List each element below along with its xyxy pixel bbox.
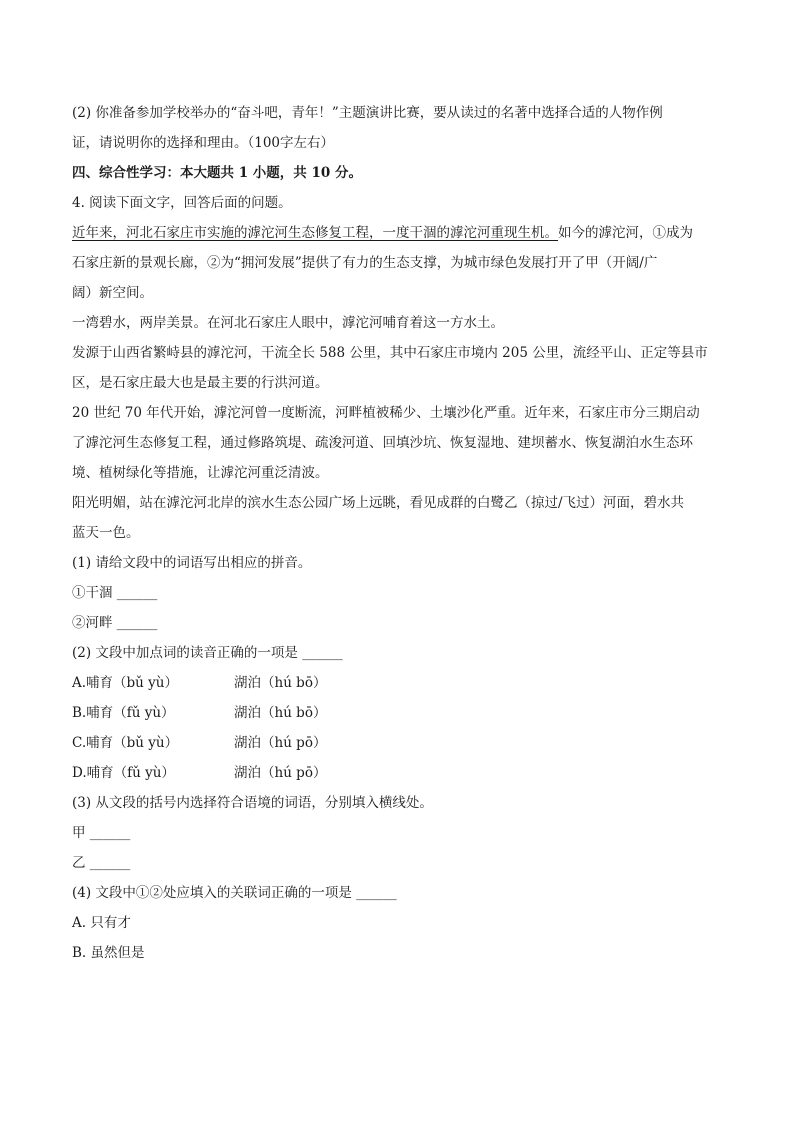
passage-text: 区，是石家庄最大也是最主要的行洪河道。 [72, 375, 329, 391]
passage-paragraph [72, 218, 722, 248]
choice-option-a [72, 668, 722, 698]
choice-option-a: A. 只有才 [72, 915, 131, 931]
passage-text: 石家庄新的景观长廊，②为“拥河发展”提供了有力的生态支撑，为城市绿色发展打开了甲（开阔/广 [72, 255, 658, 271]
option-word-1: A.哺育（bǔ yù） [72, 675, 178, 691]
question-intro: 4. 阅读下面文字，回答后面的问题。 [72, 195, 292, 211]
underlined-sentence: 近年来，河北石家庄市实施的滹沱河生态修复工程，一度干涸的滹沱河重现生机。 [72, 225, 558, 241]
answer-blank-item: 乙 ______ [72, 855, 131, 871]
section-heading: 四、综合性学习：本大题共 1 小题，共 10 分。 [72, 165, 362, 181]
choice-option-b: B. 虽然但是 [72, 945, 145, 961]
passage-text: 蓝天一色。 [72, 525, 140, 541]
passage-text: 境、植树绿化等措施，让滹沱河重泛清波。 [72, 465, 329, 481]
question-text: 证，请说明你的选择和理由。（100字左右） [72, 135, 335, 151]
option-word-2: 湖泊（hú bō） [234, 705, 327, 721]
option-word-2: 湖泊（hú pō） [234, 735, 327, 751]
subquestion-prompt: (3) 从文段的括号内选择符合语境的词语，分别填入横线处。 [72, 795, 433, 811]
answer-blank-item: 甲 ______ [72, 825, 131, 841]
passage-paragraph: 阳光明媚，站在滹沱河北岸的滨水生态公园广场上远眺，看见成群的白鹭乙（掠过/飞过）河面，碧水共 [72, 495, 685, 511]
passage-paragraph: 发源于山西省繁峙县的滹沱河，干流全长 588 公里，其中石家庄市境内 205 公里，流经平山、正定等县市 [72, 345, 708, 361]
passage-paragraph: 一湾碧水，两岸美景。在河北石家庄人眼中，滹沱河哺育着这一方水土。 [72, 315, 504, 331]
option-word-1: C.哺育（bǔ yù） [72, 735, 179, 751]
choice-option-d [72, 758, 722, 788]
passage-text: 如今的滹沱河，①成为 [558, 225, 693, 241]
answer-blank-item: ①干涸 ______ [72, 585, 158, 601]
choice-option-b [72, 698, 722, 728]
subquestion-prompt: (2) 文段中加点词的读音正确的一项是 ______ [72, 645, 343, 661]
choice-option-c [72, 728, 722, 758]
subquestion-prompt: (4) 文段中①②处应填入的关联词正确的一项是 ______ [72, 885, 397, 901]
option-word-1: B.哺育（fǔ yù） [72, 705, 175, 721]
option-word-2: 湖泊（hú pō） [234, 765, 327, 781]
passage-text: 阔）新空间。 [72, 285, 153, 301]
passage-paragraph: 20 世纪 70 年代开始，滹沱河曾一度断流，河畔植被稀少、土壤沙化严重。近年来，石家庄市分三期启动 [72, 405, 700, 421]
answer-blank-item: ②河畔 ______ [72, 615, 158, 631]
question-text: (2) 你准备参加学校举办的“奋斗吧，青年！”主题演讲比赛，要从读过的名著中选择合适的人物作例 [72, 105, 663, 121]
option-word-2: 湖泊（hú bō） [234, 675, 327, 691]
passage-text: 了滹沱河生态修复工程，通过修路筑堤、疏浚河道、回填沙坑、恢复湿地、建坝蓄水、恢复湖泊水生态环 [72, 435, 693, 451]
subquestion-prompt: (1) 请给文段中的词语写出相应的拼音。 [72, 555, 312, 571]
document-page [72, 98, 722, 968]
option-word-1: D.哺育（fǔ yù） [72, 765, 175, 781]
